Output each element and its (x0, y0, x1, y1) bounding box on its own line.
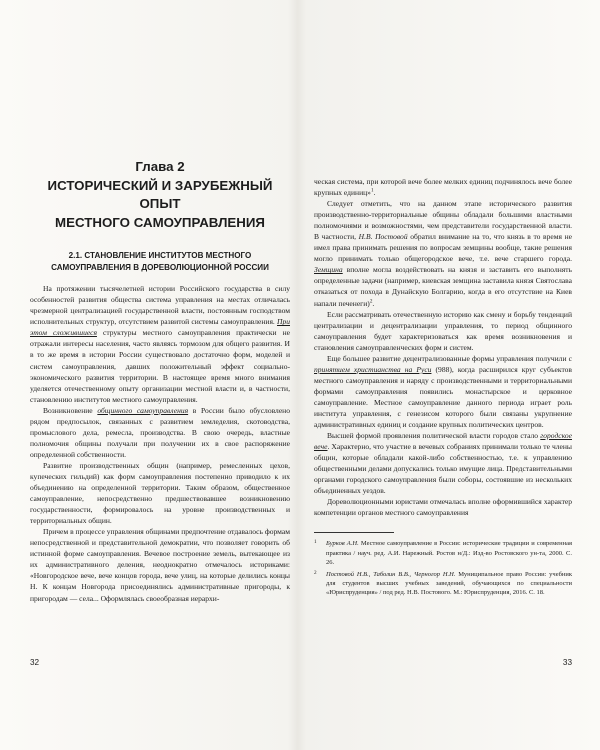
footnote-author: Бурков А.Н. (326, 540, 359, 548)
paragraph-text: структуры местного самоуправления практически не отражали интересы населения, часто являясь тормозом для общего развития. И в то же время в истории России существовало достаточно форм, моделей и систем самоуправления, давших положительный эффект социально-экономического развития территории. В настоящее время много внимания уделяется отечественному опыту организации местной власти и, в частности, становлению институтов местного самоуправления. (30, 328, 290, 404)
chapter-title-line-2: МЕСТНОГО САМОУПРАВЛЕНИЯ (55, 214, 265, 230)
chapter-number: Глава 2 (135, 159, 185, 174)
footnote-ref: 1 (370, 187, 374, 194)
paragraph (314, 430, 572, 496)
chapter-title (30, 158, 290, 232)
footnote-author: Постовой Н.В., Таболин В.В., Черногор Н.Н. (326, 571, 456, 579)
paragraph-text: . (373, 188, 376, 198)
footnote-body: Муниципальное право России: учебник для студентов высших учебных заведений, обучающихся по специальности «Юриспруденция» / под ред. Н.В. Постового. М.: Юриспруденция, 2016. С. 18. (326, 571, 573, 597)
footnote (314, 539, 572, 567)
page-number: 32 (30, 658, 40, 667)
paragraph-text: Возникновение (43, 405, 98, 415)
footnote-ref: 2 (369, 298, 373, 304)
paragraph-text: . Характерно, что участие в вечевых собраниях принимали только те члены общин, которые обладали какой-либо собственностью, т.е. к управлению общественными делами допускались только имущие лица. Представительными органами городского самоуправления были соборы, состоявшие из нескольких объединенных уездов. (314, 442, 572, 496)
footnote-number: 1 (314, 539, 317, 546)
emphasis-text: принятием христианства на Руси (314, 364, 432, 374)
paragraph: Причем в процессе управления общинами предпочтение отдавалось формам непосредственной и представительной демократии, что позволяет говорить об истинной форме самоуправления. Вечевое построение земель, вытекающее из их административного деления, неоднократно отмечалось историками: «Новгородское вече, вече концов города, вече улиц, на которые делились концы Н. К концам Новгорода присоединялись административные пригороды, к пригородам — села... Оформлялась своеобразная иерархи- (30, 527, 291, 603)
emphasis-text: городское вече (314, 431, 572, 452)
emphasis-text: Земщина (314, 265, 343, 275)
paragraph (314, 353, 572, 430)
paragraph (314, 176, 572, 198)
footnote-body: Местное самоуправление в России: исторические традиции и современная практика / науч. ред. А.И. Нарежный. Ростов н/Д.: Изд-во Ростовского ун-та, 2000. С. 26. (326, 540, 572, 566)
emphasis-text: общинного самоуправления (97, 405, 189, 415)
paragraph-text: (988), когда расширился круг субъектов местного самоуправления и наряду с производственными и территориальными формами самоуправления появились монастырское и церковное самоуправление. Местное самоуправление данного периода играет роль института управления, с генезисом которого были связаны укрупнение административных единиц и создание крупных политических центров. (314, 364, 572, 430)
paragraph (314, 198, 572, 308)
paragraph: Если рассматривать отечественную историю как смену и борьбу тенденций централизации и децентрализации управления, то период общинного самоуправления будет характеризоваться как время возникновения и становления самоуправленческих форм и систем. (314, 309, 572, 352)
page-number: 33 (562, 658, 572, 667)
author-name: Н.В. Постовой (358, 232, 408, 242)
paragraph-text: в России было обусловлено рядом предпосылок, связанных с развитием земледелия, скотоводства, промыслового дела, ремесла, производства. В свою очередь, властные полномочия общины получали при получении их в свое распоряжение определенной собственности. (30, 405, 290, 459)
left-body-text (30, 283, 290, 603)
paragraph-text: Высшей формой проявления политической власти городов стало (327, 431, 541, 441)
footnote (314, 570, 572, 598)
emphasis-text: При этом сложившиеся (30, 317, 290, 338)
paragraph-text: . (372, 298, 375, 308)
paragraph: Дореволюционными юристами отмечалась вполне оформившийся характер компетенции органов местного самоуправления (314, 497, 572, 518)
paragraph-text: вполне могла воздействовать на князя и заставить его выполнять определенные задачи (например, киевская земщина заставила князя Святослава отказаться от похода в Дунайскую Болгарию, когда в его отсутствие на Киев напали печенеги) (314, 265, 572, 308)
right-page (300, 0, 600, 750)
chapter-title-line-1: ИСТОРИЧЕСКИЙ И ЗАРУБЕЖНЫЙ ОПЫТ (47, 177, 273, 212)
paragraph (30, 405, 290, 460)
footnote-separator (314, 532, 394, 533)
paragraph-text: обратил внимание на то, что князь в то время не имел права принимать решения по вопросам земщины вообще, такие решения могло принимать только общегородское вече, т.е. вече старшего города. (314, 232, 572, 264)
paragraph (30, 283, 290, 405)
footnote-number: 2 (314, 570, 317, 577)
paragraph-text: Следует отметить, что на данном этапе исторического развития производственно-территориальные общины обладали большими властными полномочиями и возможностями, чем представители государственной власти. В частности, (314, 199, 572, 242)
paragraph-text: ческая система, при которой вече более мелких единиц подчинялось вече более крупных единиц» (314, 177, 572, 198)
right-body-text (314, 176, 572, 518)
section-title: 2.1. СТАНОВЛЕНИЕ ИНСТИТУТОВ МЕСТНОГО САМОУПРАВЛЕНИЯ В ДОРЕВОЛЮЦИОННОЙ РОССИИ (51, 251, 269, 272)
footnote-text (326, 539, 572, 567)
paragraph-text: На протяжении тысячелетней истории Российского государства в силу особенностей развития общества система управления на местах отличалась чрезмерной централизацией государственной власти, постоянным господством исполнительных структур, отсутствием развитой системы самоуправления. (30, 284, 290, 327)
paragraph: Развитие производственных общин (например, ремесленных цехов, купеческих гильдий) как форм самоуправления постепенно приводило к их объединению на определенной территории. Таким образом, общественное самоуправление, непосредственно предшествовавшее возникновению государственности, формировалось на уровне производственных и территориальных общин. (30, 460, 290, 526)
paragraph-text: Еще большее развитие децентрализованные формы управления получили с (327, 353, 572, 363)
footnote-text (326, 570, 572, 598)
